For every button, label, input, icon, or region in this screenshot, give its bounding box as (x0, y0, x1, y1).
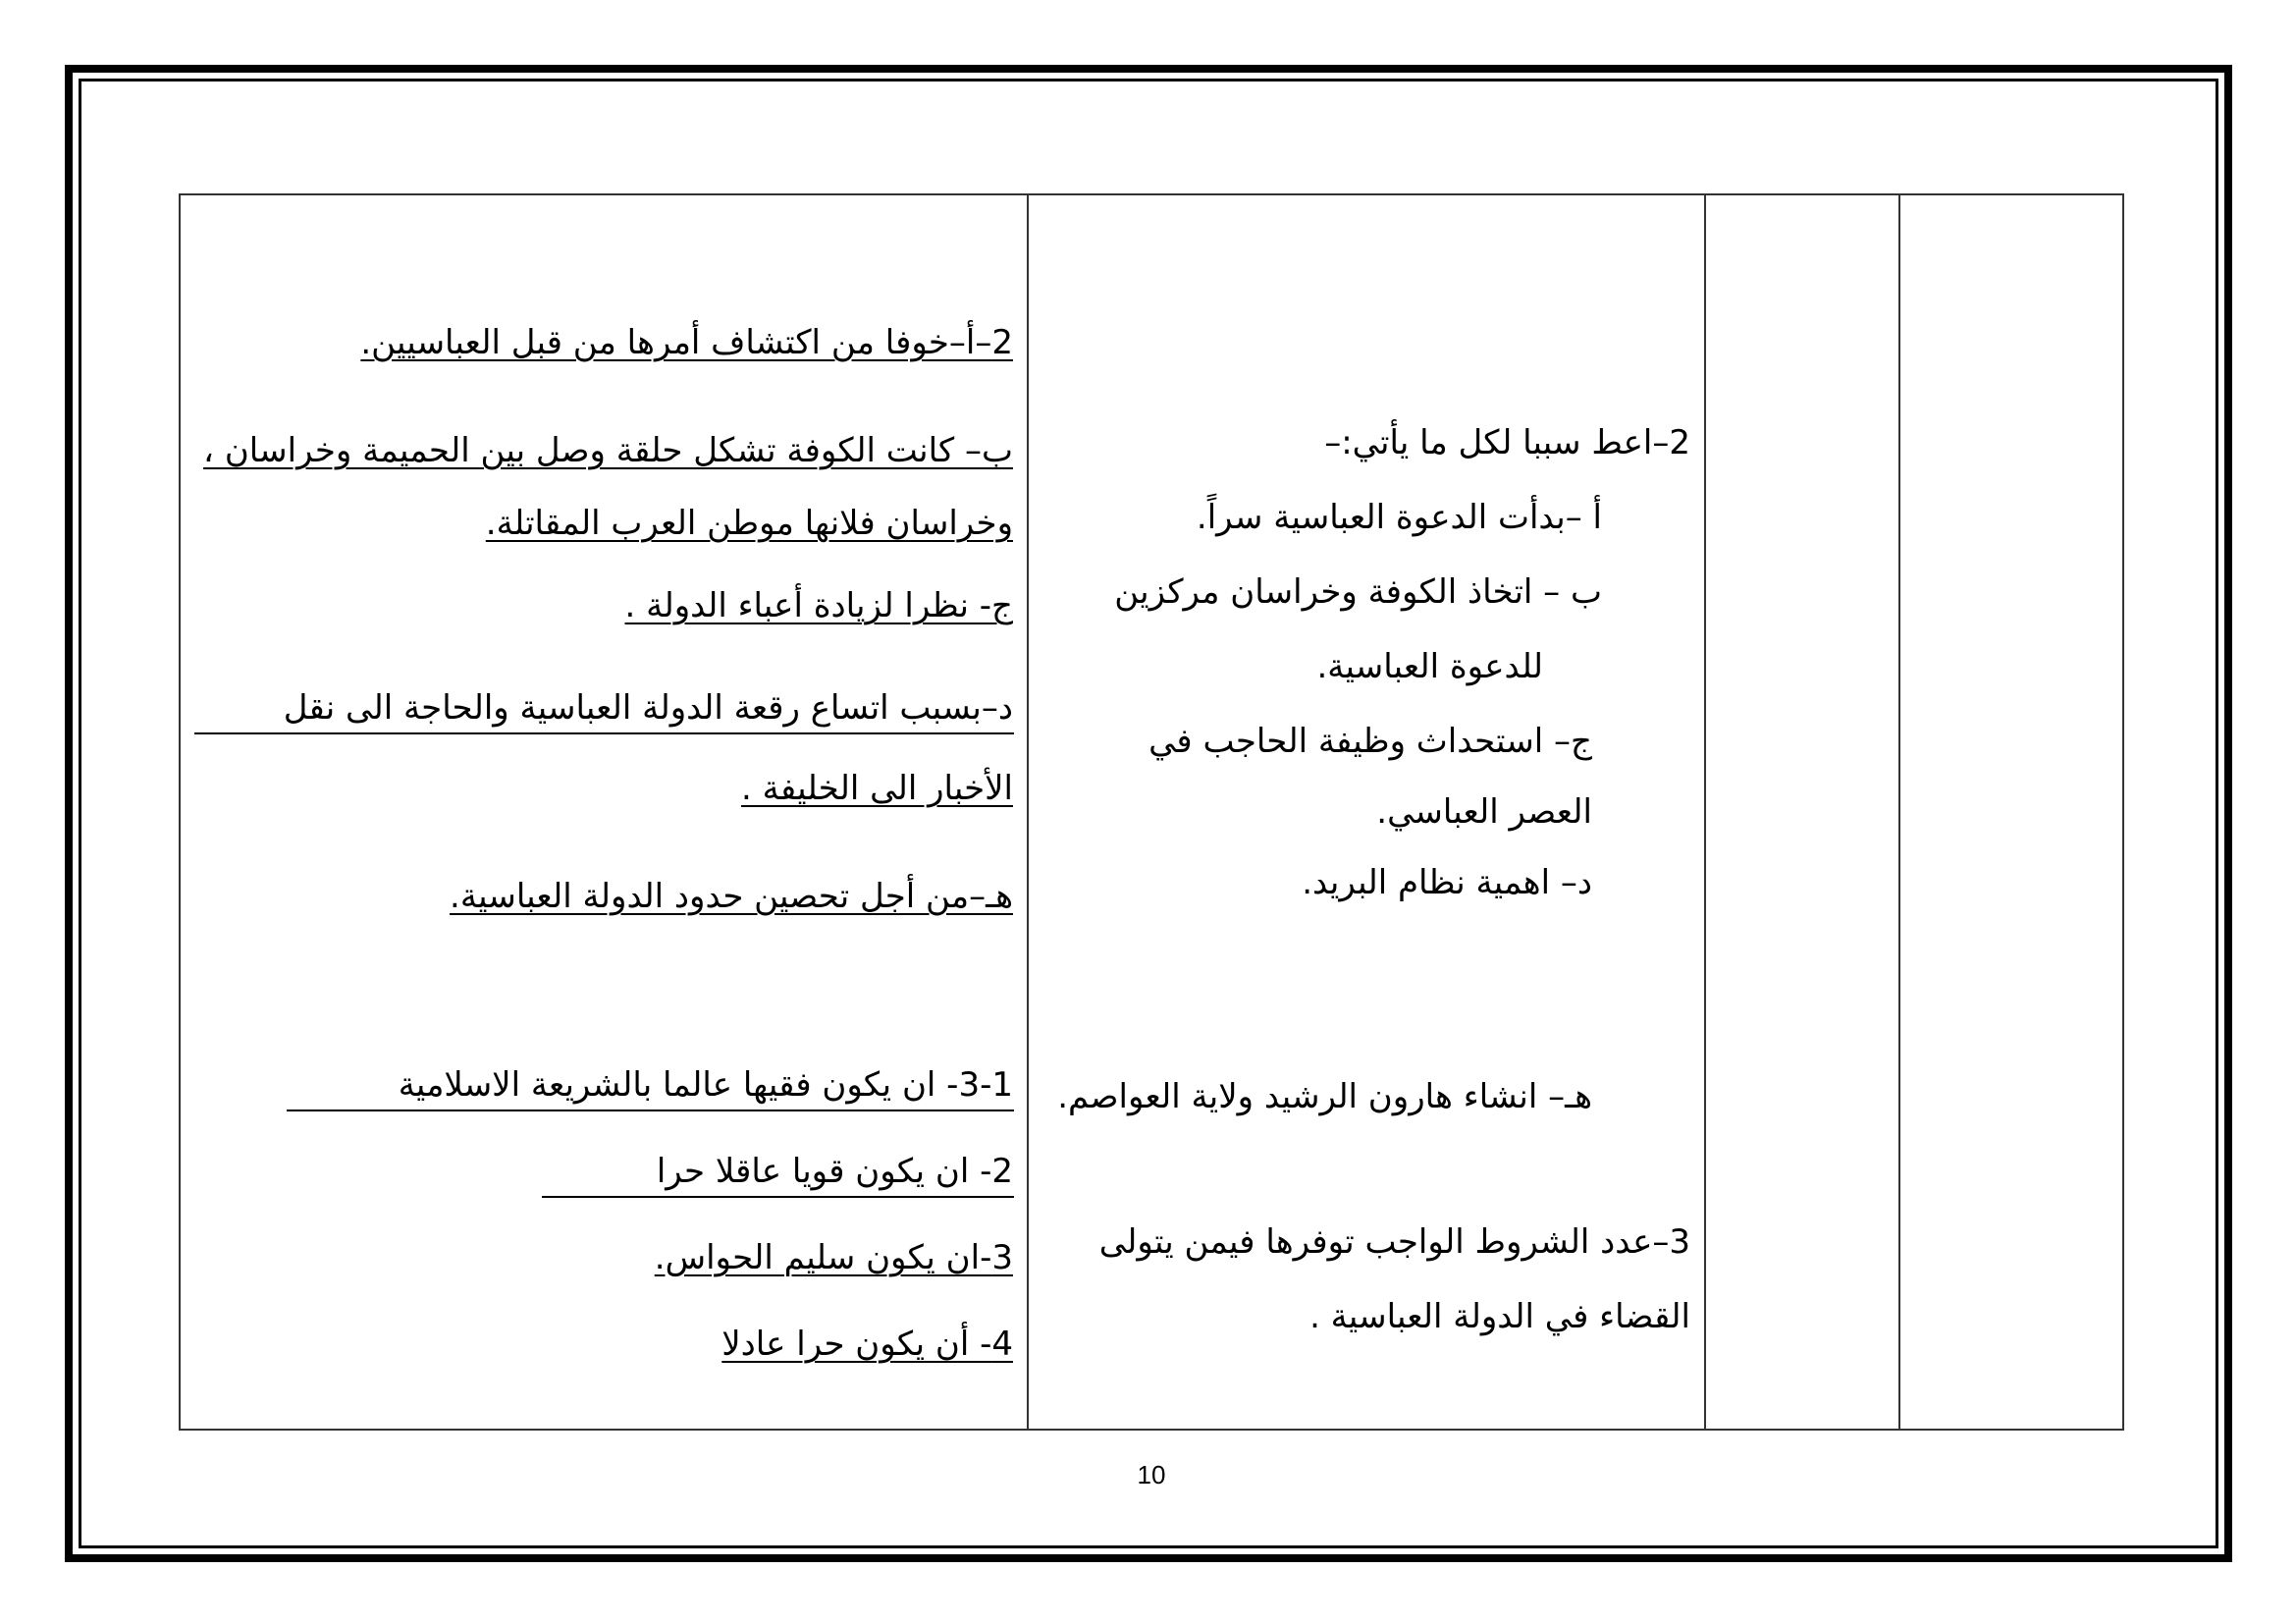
answer-2-b-line1: ب– كانت الكوفة تشكل حلقة وصل بين الحميمة وخراسان ، (203, 431, 1013, 470)
question-2-c-line1: ج– استحداث وظيفة الحاجب في (1148, 722, 1592, 761)
column-divider-questions (1704, 195, 1706, 1429)
answer-3-1-underline (287, 1110, 1014, 1111)
answer-2-a: 2–أ–خوفا من اكتشاف أمرها من قبل العباسيين. (360, 323, 1013, 362)
question-2-d: د– اهمية نظام البريد. (1302, 863, 1592, 902)
answer-3-2-underline (542, 1196, 1014, 1198)
answer-2-d-line1: د–بسبب اتساع رقعة الدولة العباسية والحاجة الى نقل (283, 688, 1013, 728)
column-divider-narrow (1898, 195, 1900, 1429)
answer-3-2: 2- ان يكون قويا عاقلا حرا (656, 1152, 1013, 1191)
question-2-e: هـ– انشاء هارون الرشيد ولاية العواصم. (1057, 1077, 1592, 1116)
question-3-line2: القضاء في الدولة العباسية . (1309, 1297, 1690, 1336)
answer-2-d-line2: الأخبار الى الخليفة . (741, 769, 1013, 808)
answer-2-b-line2: وخراسان فلانها موطن العرب المقاتلة. (485, 504, 1013, 543)
answer-2-c: ج- نظرا لزيادة أعباء الدولة . (624, 586, 1013, 625)
question-2-a: أ –بدأت الدعوة العباسية سراً. (1196, 498, 1602, 537)
question-2-b-line1: ب – اتخاذ الكوفة وخراسان مركزين (1114, 572, 1602, 612)
column-divider-answers (1027, 195, 1029, 1429)
answer-3-4: 4- أن يكون حرا عادلا (721, 1325, 1013, 1364)
answer-2-e: هـ–من أجل تحصين حدود الدولة العباسية. (450, 877, 1013, 916)
question-2-b-line2: للدعوة العباسية. (1316, 647, 1543, 686)
question-2-header: 2–اعط سببا لكل ما يأتي:– (1324, 423, 1690, 462)
page-number: 10 (1137, 1460, 1166, 1489)
answer-2-d-underline (194, 732, 1014, 734)
answer-3-3: 3-ان يكون سليم الحواس. (654, 1238, 1013, 1277)
question-3-line1: 3–عدد الشروط الواجب توفرها فيمن يتولى (1098, 1222, 1690, 1262)
question-2-c-line2: العصر العباسي. (1376, 792, 1592, 832)
answer-3-1: 3-1- ان يكون فقيها عالما بالشريعة الاسلامية (398, 1065, 1013, 1105)
